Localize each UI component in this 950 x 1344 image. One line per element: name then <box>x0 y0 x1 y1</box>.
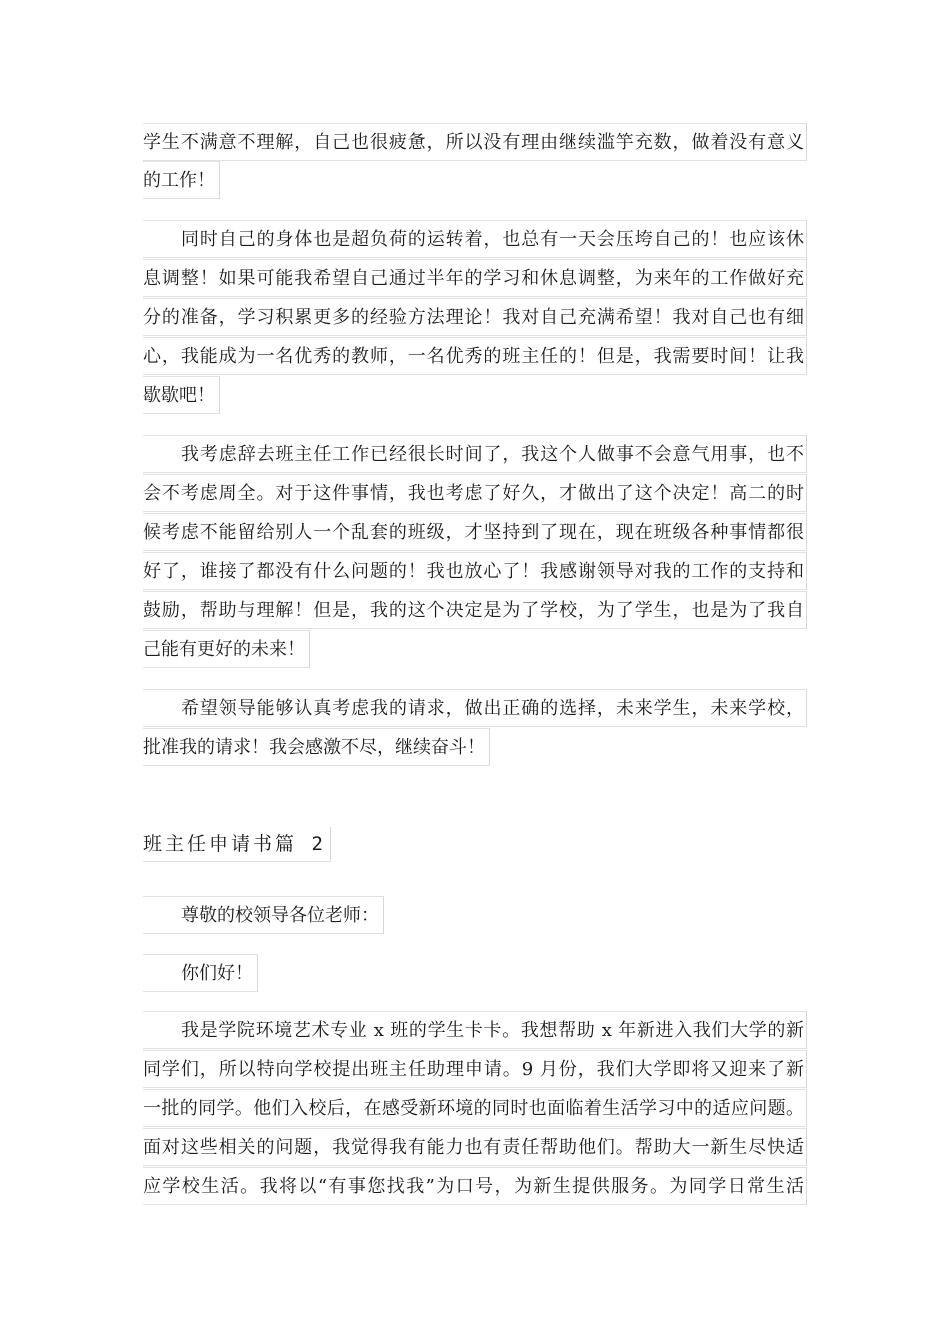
text-line: 候考虑不能留给别人一个乱套的班级，才坚持到了现在，现在班级各种事情都很 <box>143 513 807 551</box>
text-line: 应学校生活。我将以“有事您找我”为口号，为新生提供服务。为同学日常生活 <box>143 1167 807 1205</box>
text-line: 一批的同学。他们入校后，在感受新环境的同时也面临着生活学习中的适应问题。 <box>143 1089 807 1127</box>
text-line: 我是学院环境艺术专业 x 班的学生卡卡。我想帮助 x 年新进入我们大学的新 <box>143 1011 807 1049</box>
text-line: 好了，谁接了都没有什么问题的！我也放心了！我感谢领导对我的工作的支持和 <box>143 552 807 590</box>
text-line: 分的准备，学习积累更多的经验方法理论！我对自己充满希望！我对自己也有细 <box>143 298 807 336</box>
text-line: 鼓励，帮助与理解！但是，我的这个决定是为了学校，为了学生，也是为了我自 <box>143 591 807 629</box>
text-line: 的工作！ <box>143 161 220 199</box>
text-line: 希望领导能够认真考虑我的请求，做出正确的选择，未来学生，未来学校， <box>143 689 807 727</box>
section-heading: 班主任申请书篇 2 <box>143 827 331 862</box>
text-line: 批准我的请求！我会感激不尽，继续奋斗！ <box>143 728 490 766</box>
text-line: 同学们，所以特向学校提出班主任助理申请。9 月份，我们大学即将又迎来了新 <box>143 1050 807 1088</box>
text-line: 息调整！如果可能我希望自己通过半年的学习和休息调整，为来年的工作做好充 <box>143 259 807 297</box>
text-line: 同时自己的身体也是超负荷的运转着，也总有一天会压垮自己的！也应该休 <box>143 220 807 258</box>
text-line: 心，我能成为一名优秀的教师，一名优秀的班主任的！但是，我需要时间！让我 <box>143 337 807 375</box>
text-line: 我考虑辞去班主任工作已经很长时间了，我这个人做事不会意气用事，也不 <box>143 435 807 473</box>
text-line: 歇歇吧！ <box>143 376 220 414</box>
text-line: 会不考虑周全。对于这件事情，我也考虑了好久，才做出了这个决定！高二的时 <box>143 474 807 512</box>
text-line: 面对这些相关的问题，我觉得我有能力也有责任帮助他们。帮助大一新生尽快适 <box>143 1128 807 1166</box>
text-line: 学生不满意不理解，自己也很疲惫，所以没有理由继续滥竽充数，做着没有意义 <box>143 123 807 161</box>
text-line: 己能有更好的未来！ <box>143 630 310 668</box>
greeting-line: 你们好！ <box>143 954 258 992</box>
salutation-line: 尊敬的校领导各位老师： <box>143 896 384 934</box>
